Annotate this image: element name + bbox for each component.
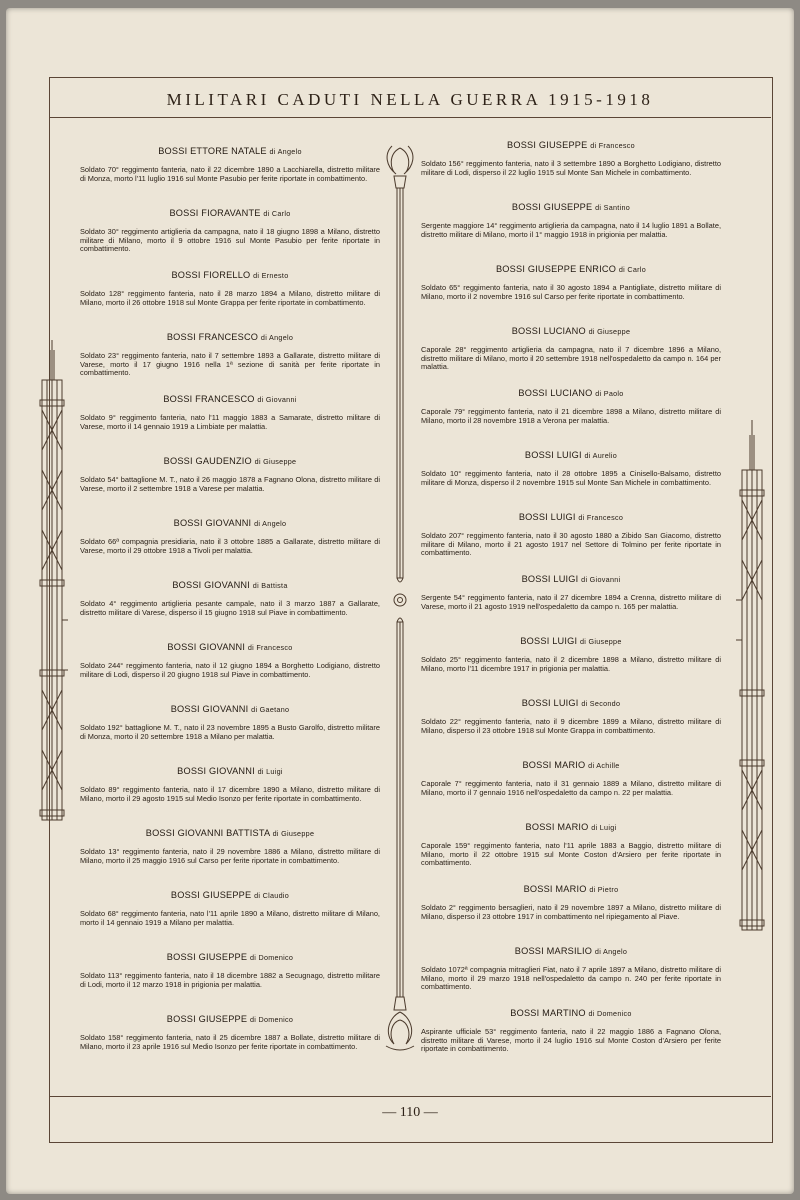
father-name: di Pietro <box>589 885 619 894</box>
page-number: — 110 — <box>382 1105 438 1120</box>
soldier-name: BOSSI LUIGI <box>521 574 579 584</box>
soldier-name: BOSSI LUCIANO <box>518 388 593 398</box>
entry-text: Soldato 156° reggimento fanteria, nato il 3 settembre 1890 a Borghetto Lodigiano, distretto militare di Lodi, disperso il 22 luglio 1915 sul Monte San Michele in combattimento. <box>421 159 721 177</box>
entry-text: Soldato 66ª compagnia presidiaria, nato il 3 ottobre 1885 a Gallarate, distretto militare di Varese, morto il 29 ottobre 1918 a Tivoli per malattia. <box>80 537 380 555</box>
entry-text: Soldato 22° reggimento fanteria, nato il 9 dicembre 1899 a Milano, distretto militare di Milano, disperso il 23 ottobre 1918 sul Monte Grappa in combattimento. <box>421 717 721 735</box>
entry-text: Soldato 128° reggimento fanteria, nato il 28 marzo 1894 a Milano, distretto militare di Milano, morto il 26 ottobre 1918 sul Monte Grappa per ferite riportate in combattimento. <box>80 289 380 307</box>
soldier-name: BOSSI LUIGI <box>518 512 576 522</box>
entry-text: Soldato 192° battaglione M. T., nato il 23 novembre 1895 a Busto Garolfo, distretto militare di Monza, morto il 20 settembre 1918 a Milano per malattia. <box>80 723 380 741</box>
soldier-name: BOSSI GIOVANNI <box>172 580 251 590</box>
entry-text: Soldato 89° reggimento fanteria, nato il 17 dicembre 1890 a Milano, distretto militare di Milano, morto il 29 agosto 1915 sul Medio Isonzo per ferite riportate in combattimento. <box>80 785 380 803</box>
father-name: di Angelo <box>254 519 287 528</box>
father-name: di Luigi <box>591 823 617 832</box>
father-name: di Claudio <box>254 891 290 900</box>
entry-text: Caporale 159° reggimento fanteria, nato l'11 aprile 1883 a Baggio, distretto militare di Milano, morto il 22 ottobre 1915 sul Monte Coston d'Arsiero per ferite riportate in combattimento. <box>421 841 721 868</box>
footer-rule <box>49 1096 771 1097</box>
list-item <box>421 388 721 450</box>
list-item <box>80 580 380 642</box>
soldier-name: BOSSI MARIO <box>522 760 586 770</box>
entry-text: Caporale 28° reggimento artiglieria da campagna, nato il 7 dicembre 1896 a Milano, distretto militare di Milano, morto il 20 settembre 1918 nell'ospedaletto da campo n. 164 per malattia. <box>421 345 721 372</box>
list-item <box>80 828 380 890</box>
father-name: di Paolo <box>595 389 624 398</box>
list-item <box>80 270 380 332</box>
left-fasces-ornament <box>36 340 68 840</box>
center-column-ornament <box>378 140 422 1060</box>
entry-text: Soldato 23° reggimento fanteria, nato il 7 settembre 1893 a Gallarate, distretto militare di Varese, morto il 17 giugno 1916 nella 1ª sezione di sanità per ferite riportate in combattimento. <box>80 351 380 378</box>
page-title: MILITARI CADUTI NELLA GUERRA 1915-1918 <box>166 90 654 109</box>
entry-text: Soldato 4° reggimento artiglieria pesante campale, nato il 3 marzo 1887 a Gallarate, distretto militare di Varese, disperso il 15 giugno 1918 sul Piave in combattimento. <box>80 599 380 617</box>
soldier-name: BOSSI GIOVANNI <box>167 642 246 652</box>
entry-text: Sergente maggiore 14° reggimento artiglieria da campagna, nato il 14 luglio 1891 a Bollate, distretto militare di Milano, morto il 1° maggio 1918 in prigionia per malattia. <box>421 221 721 239</box>
list-item <box>421 326 721 388</box>
father-name: di Domenico <box>249 953 294 962</box>
soldier-name: BOSSI GAUDENZIO <box>163 456 252 466</box>
soldier-name: BOSSI GIUSEPPE <box>170 890 252 900</box>
list-item <box>421 698 721 760</box>
father-name: di Angelo <box>594 947 628 956</box>
entry-text: Soldato 113° reggimento fanteria, nato il 18 dicembre 1882 a Secugnago, distretto militare di Lodi, morto il 12 marzo 1918 in prigionia per malattia. <box>80 971 380 989</box>
father-name: di Giuseppe <box>588 327 631 336</box>
soldier-name: BOSSI FRANCESCO <box>163 394 255 404</box>
list-item <box>80 1014 380 1076</box>
list-item <box>421 1008 721 1070</box>
soldier-name: BOSSI MARIO <box>525 822 589 832</box>
entry-text: Soldato 1072ª compagnia mitraglieri Fiat, nato il 7 aprile 1897 a Milano, distretto militare di Milano, morto il 29 marzo 1918 nell'ospedaletto da campo n. 240 per ferite riportate in combattimento. <box>421 965 721 992</box>
entry-text: Soldato 158° reggimento fanteria, nato il 25 dicembre 1887 a Bollate, distretto militare di Milano, morto il 23 aprile 1916 sul Medio Isonzo per ferite riportate in combattimento. <box>80 1033 380 1051</box>
left-column <box>80 146 380 1076</box>
father-name: di Giovanni <box>257 395 297 404</box>
list-item <box>80 952 380 1014</box>
list-item <box>421 264 721 326</box>
soldier-name: BOSSI MARIO <box>523 884 587 894</box>
soldier-name: BOSSI GIUSEPPE ENRICO <box>495 264 617 274</box>
entry-text: Caporale 7° reggimento fanteria, nato il 31 gennaio 1889 a Milano, distretto militare di Milano, morto il 7 gennaio 1916 nell'ospedaletto da campo n. 22 per malattia. <box>421 779 721 797</box>
entry-text: Caporale 79° reggimento fanteria, nato il 21 dicembre 1898 a Milano, distretto militare di Milano, morto il 28 novembre 1918 a Verona per malattia. <box>421 407 721 425</box>
entry-text: Aspirante ufficiale 53° reggimento fanteria, nato il 22 maggio 1886 a Fagnano Olona, distretto militare di Varese, morto il 24 luglio 1916 sul Monte Coston d'Arsiero per ferite riportate in combattimento. <box>421 1027 721 1054</box>
soldier-name: BOSSI GIOVANNI BATTISTA <box>145 828 270 838</box>
list-item <box>421 636 721 698</box>
soldier-name: BOSSI GIUSEPPE <box>507 140 588 150</box>
soldier-name: BOSSI LUCIANO <box>511 326 586 336</box>
father-name: di Secondo <box>581 699 621 708</box>
father-name: di Giuseppe <box>254 457 297 466</box>
list-item <box>421 884 721 946</box>
soldier-name: BOSSI GIUSEPPE <box>511 202 593 212</box>
father-name: di Domenico <box>588 1009 632 1018</box>
father-name: di Carlo <box>263 209 291 218</box>
list-item <box>80 642 380 704</box>
soldier-name: BOSSI FIORELLO <box>171 270 251 280</box>
father-name: di Angelo <box>269 147 302 156</box>
entry-text: Soldato 244° reggimento fanteria, nato il 12 giugno 1894 a Borghetto Lodigiano, distretto militare di Lodi, disperso il 20 giugno 1918 sul Piave in combattimento. <box>80 661 380 679</box>
list-item <box>421 450 721 512</box>
entry-text: Soldato 25° reggimento fanteria, nato il 2 dicembre 1898 a Milano, distretto militare di Milano, morto l'11 dicembre 1917 in prigionia per malattia. <box>421 655 721 673</box>
entry-text: Soldato 9° reggimento fanteria, nato l'11 maggio 1883 a Samarate, distretto militare di Varese, morto il 14 gennaio 1919 a Limbiate per malattia. <box>80 413 380 431</box>
list-item <box>80 332 380 394</box>
father-name: di Gaetano <box>251 705 290 714</box>
entry-text: Soldato 65° reggimento fanteria, nato il 30 agosto 1894 a Pantigliate, distretto militare di Milano, morto il 2 novembre 1916 sul Carso per ferite riportate in combattimento. <box>421 283 721 301</box>
soldier-name: BOSSI LUIGI <box>520 636 578 646</box>
list-item <box>421 140 721 202</box>
entry-text: Soldato 207° reggimento fanteria, nato il 30 agosto 1880 a Zibido San Giacomo, distretto militare di Milano, morto il 21 agosto 1917 nel Settore di Tolmino per ferite riportate in combattimento. <box>421 531 721 558</box>
father-name: di Carlo <box>618 265 647 274</box>
list-item <box>80 518 380 580</box>
soldier-name: BOSSI GIUSEPPE <box>166 1014 248 1024</box>
soldier-name: BOSSI LUIGI <box>524 450 582 460</box>
father-name: di Ernesto <box>253 271 289 280</box>
soldier-name: BOSSI GIUSEPPE <box>166 952 248 962</box>
entry-text: Soldato 30° reggimento artiglieria da campagna, nato il 18 giugno 1898 a Milano, distretto militare di Milano, morto il 9 ottobre 1916 sul Monte Pasubio per ferite riportate in combattimento. <box>80 227 380 254</box>
father-name: di Achille <box>588 761 620 770</box>
soldier-name: BOSSI MARSILIO <box>514 946 593 956</box>
entry-text: Soldato 10° reggimento fanteria, nato il 28 ottobre 1895 a Cinisello-Balsamo, distretto militare di Monza, disperso il 2 novembre 1915 sul Monte San Michele in combattimento. <box>421 469 721 487</box>
list-item <box>421 946 721 1008</box>
soldier-name: BOSSI GIOVANNI <box>170 704 249 714</box>
list-item <box>80 456 380 518</box>
father-name: di Giuseppe <box>579 637 622 646</box>
father-name: di Francesco <box>578 513 624 522</box>
father-name: di Battista <box>252 581 288 590</box>
soldier-name: BOSSI GIOVANNI <box>177 766 255 776</box>
father-name: di Angelo <box>260 333 294 342</box>
entry-text: Soldato 68° reggimento fanteria, nato l'11 aprile 1890 a Milano, distretto militare di Milano, morto il 14 gennaio 1919 a Milano per malattia. <box>80 909 380 927</box>
entry-text: Soldato 2° reggimento bersaglieri, nato il 29 novembre 1897 a Milano, distretto militare di Milano, disperso il 23 ottobre 1917 in combattimento nel ripiegamento al Piave. <box>421 903 721 921</box>
list-item <box>421 512 721 574</box>
page-header <box>49 77 771 118</box>
right-column <box>421 140 721 1070</box>
soldier-name: BOSSI FIORAVANTE <box>169 208 261 218</box>
soldier-name: BOSSI ETTORE NATALE <box>158 146 267 156</box>
father-name: di Luigi <box>257 767 283 776</box>
father-name: di Francesco <box>590 141 635 150</box>
father-name: di Domenico <box>249 1015 294 1024</box>
father-name: di Francesco <box>247 643 293 652</box>
soldier-name: BOSSI FRANCESCO <box>166 332 259 342</box>
father-name: di Santino <box>595 203 631 212</box>
right-fasces-ornament <box>736 420 768 950</box>
entry-text: Soldato 13° reggimento fanteria, nato il 29 novembre 1886 a Milano, distretto militare di Milano, morto il 25 maggio 1916 sul Carso per ferite riportate in combattimento. <box>80 847 380 865</box>
entry-text: Soldato 54° battaglione M. T., nato il 26 maggio 1878 a Fagnano Olona, distretto militare di Varese, morto il 2 settembre 1918 a Varese per malattia. <box>80 475 380 493</box>
list-item <box>80 890 380 952</box>
father-name: di Giuseppe <box>272 829 315 838</box>
soldier-name: BOSSI LUIGI <box>521 698 579 708</box>
entry-text: Soldato 70° reggimento fanteria, nato il 22 dicembre 1890 a Lacchiarella, distretto militare di Monza, morto l'11 luglio 1916 sul Monte Pasubio per ferite riportate in combattimento. <box>80 165 380 183</box>
list-item <box>80 146 380 208</box>
soldier-name: BOSSI GIOVANNI <box>173 518 252 528</box>
list-item <box>80 704 380 766</box>
list-item <box>421 760 721 822</box>
list-item <box>80 394 380 456</box>
list-item <box>80 208 380 270</box>
father-name: di Aurelio <box>584 451 618 460</box>
father-name: di Giovanni <box>581 575 621 584</box>
list-item <box>421 574 721 636</box>
list-item <box>80 766 380 828</box>
list-item <box>421 202 721 264</box>
list-item <box>421 822 721 884</box>
soldier-name: BOSSI MARTINO <box>510 1008 586 1018</box>
entry-text: Sergente 54° reggimento fanteria, nato il 27 dicembre 1894 a Crenna, distretto militare di Varese, morto il 21 agosto 1919 nell'ospedaletto da campo n. 165 per malattia. <box>421 593 721 611</box>
